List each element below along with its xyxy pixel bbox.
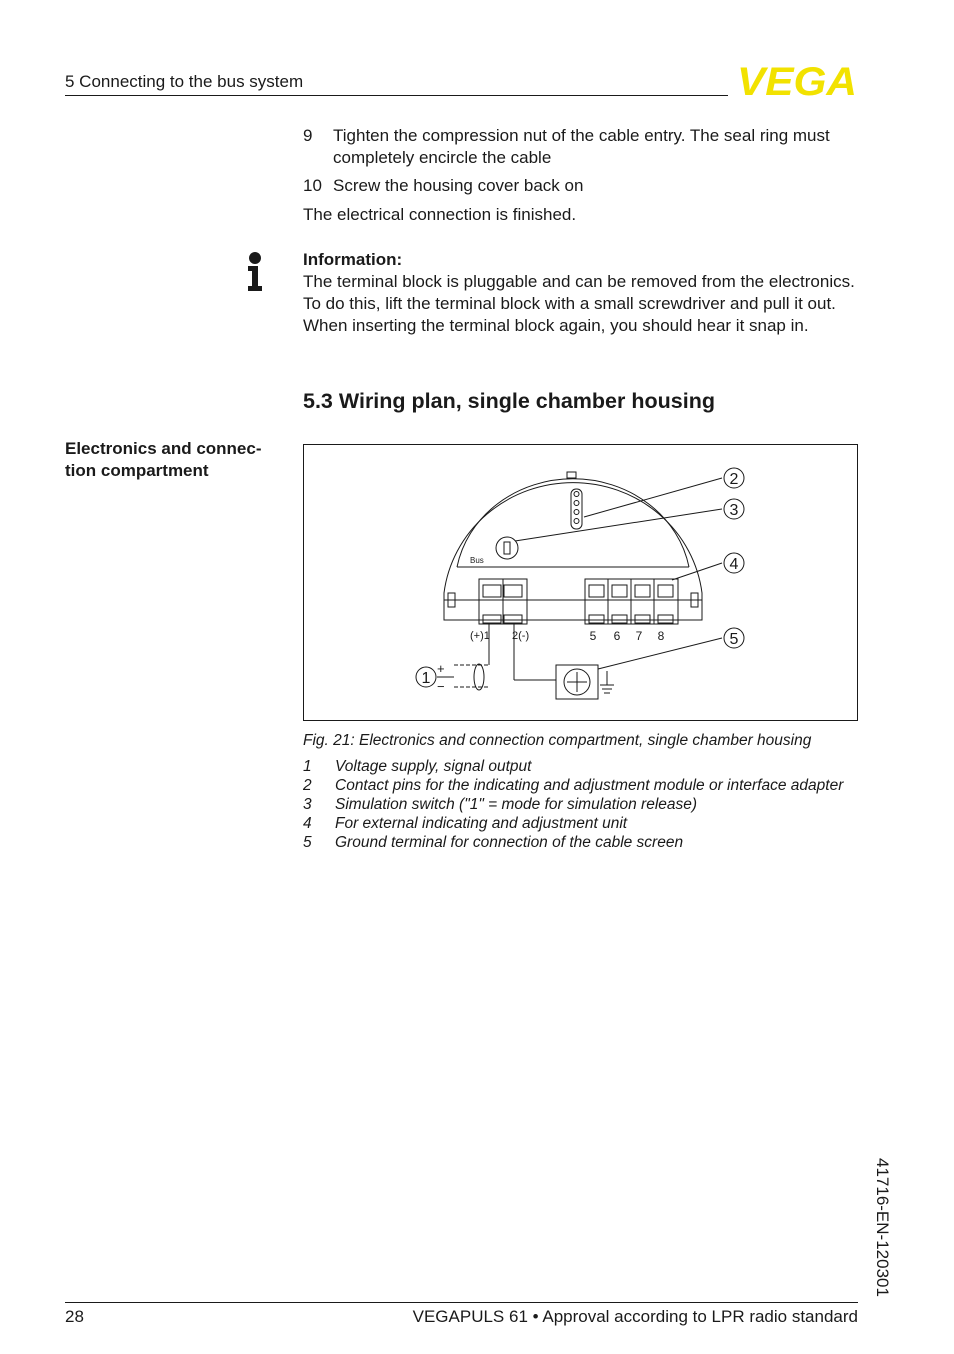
document-code: 41716-EN-120301 xyxy=(873,1158,892,1297)
finished-text: The electrical connection is finished. xyxy=(303,205,577,224)
legend-number: 4 xyxy=(303,815,312,832)
legend-number: 5 xyxy=(303,834,312,851)
section-heading: 5.3 Wiring plan, single chamber housing xyxy=(303,389,715,413)
housing-outline xyxy=(444,483,702,620)
legend-item xyxy=(303,795,843,814)
footer-title: VEGAPULS 61 • Approval according to LPR radio standard xyxy=(412,1307,858,1326)
figure-caption: Fig. 21: Electronics and connection compartment, single chamber housing xyxy=(303,732,812,749)
info-text: The terminal block is pluggable and can be removed from the electronics. To do this, lift the terminal block with a small screwdriver and pull it out. When inserting the terminal block again, you should hear it snap in. xyxy=(303,272,855,335)
legend-item xyxy=(303,814,843,833)
terminal-label-6: 6 xyxy=(613,629,621,643)
legend-item xyxy=(303,833,843,852)
terminal-block-left xyxy=(479,579,527,624)
callout-5: 5 xyxy=(729,631,739,648)
legend-item xyxy=(303,757,843,776)
legend-item xyxy=(303,776,843,795)
terminal-label-5: 5 xyxy=(589,629,597,643)
plus-sign: + xyxy=(437,661,445,676)
info-icon xyxy=(245,252,265,292)
legend-number: 1 xyxy=(303,758,312,775)
footer-rule xyxy=(65,1302,858,1303)
vega-logo xyxy=(736,64,858,98)
header-rule xyxy=(65,95,728,96)
legend-text: Ground terminal for connection of the cable screen xyxy=(335,834,684,851)
legend-text: Voltage supply, signal output xyxy=(335,758,532,775)
step-number: 10 xyxy=(303,176,322,195)
legend-text: Contact pins for the indicating and adjustment module or interface adapter xyxy=(335,777,844,794)
logo-text: VEGA xyxy=(737,64,857,98)
wiring-diagram xyxy=(304,445,857,720)
step-item xyxy=(303,175,863,197)
step-item xyxy=(303,125,863,169)
terminal-label-8: 8 xyxy=(657,629,665,643)
simulation-switch xyxy=(496,537,518,559)
step-text: Tighten the compression nut of the cable entry. The seal ring must completely encircle the cable xyxy=(333,126,830,167)
legend-number: 2 xyxy=(303,777,312,794)
minus-sign: − xyxy=(437,679,445,694)
bus-label: Bus xyxy=(470,556,484,565)
page-number: 28 xyxy=(65,1307,84,1326)
legend-text: For external indicating and adjustment unit xyxy=(335,815,628,832)
callout-3: 3 xyxy=(729,502,739,519)
terminal-block-right xyxy=(585,579,678,624)
info-title: Information: xyxy=(303,250,403,269)
callout-4: 4 xyxy=(729,556,739,573)
terminal-label-1: (+)1 xyxy=(470,630,490,642)
running-header: 5 Connecting to the bus system xyxy=(65,72,304,91)
info-block xyxy=(303,249,863,337)
figure-legend xyxy=(303,757,843,852)
margin-heading: Electronics and connec-tion compartment xyxy=(65,439,262,480)
wiring-figure xyxy=(303,444,858,721)
legend-text: Simulation switch ("1" = mode for simulation release) xyxy=(335,796,698,813)
callout-2: 2 xyxy=(729,471,739,488)
terminal-label-7: 7 xyxy=(635,629,643,643)
callout-1: 1 xyxy=(421,670,431,687)
terminal-label-2: 2(-) xyxy=(512,630,530,642)
step-text: Screw the housing cover back on xyxy=(333,176,584,195)
legend-number: 3 xyxy=(303,796,312,813)
housing-inner-arc xyxy=(457,479,689,567)
step-number: 9 xyxy=(303,126,313,145)
